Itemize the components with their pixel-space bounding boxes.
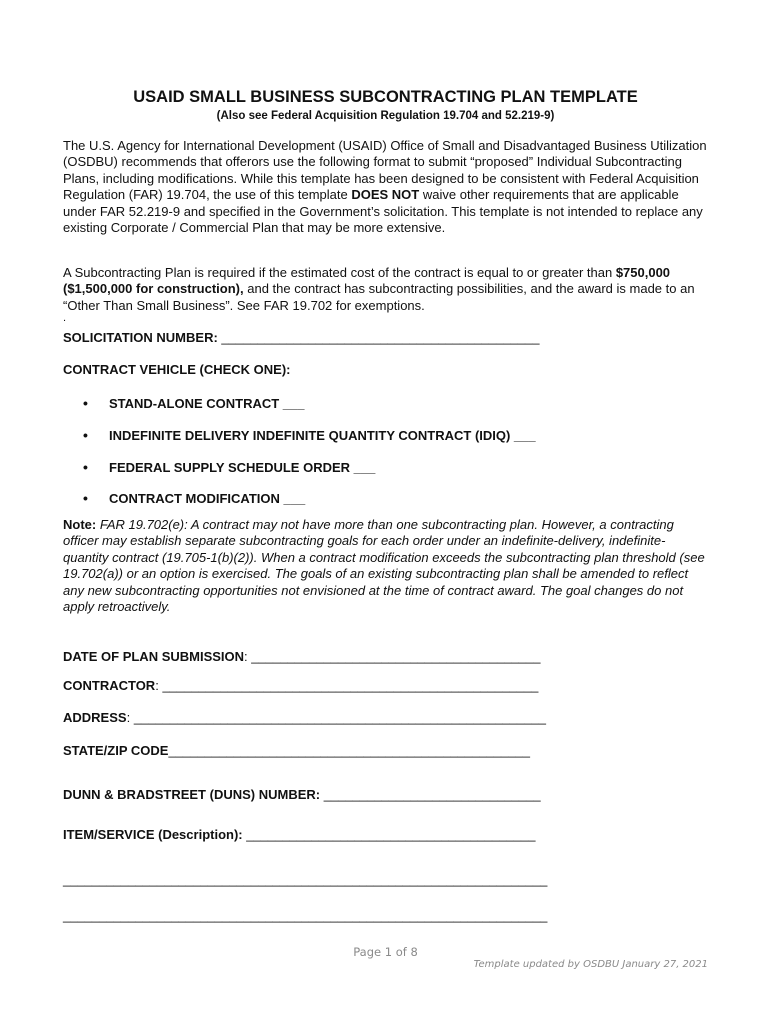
- bullet-mark: •: [83, 490, 88, 506]
- duns-number-field[interactable]: [63, 787, 541, 802]
- contract-vehicle-heading: CONTRACT VEHICLE (CHECK ONE):: [63, 362, 291, 377]
- state-zip-field[interactable]: [63, 743, 530, 758]
- contractor-blank[interactable]: ____________________________________________________: [158, 678, 539, 693]
- vehicle-option-label: INDEFINITE DELIVERY INDEFINITE QUANTITY CONTRACT (IDIQ) ___: [109, 428, 536, 443]
- address-label: ADDRESS: [63, 710, 127, 725]
- vehicle-option-idiq[interactable]: [83, 427, 536, 443]
- address-blank[interactable]: _________________________________________________________: [130, 710, 546, 725]
- note-text: FAR 19.702(e): A contract may not have more than one subcontracting plan. However, a contracting officer may establish separate subcontracting goals for each order under an indefinite-delivery, indefinite-quantity contract (19.705-1(b)(2)). When a contract modification exceeds the subcontracting plan threshold (see 19.702(a)) or an option is exercised. The goals of an existing subcontracting plan shall be amended to reflect any new subcontracting opportunities not envisioned at the time of contract award. The goal changes do not apply retroactively.: [63, 517, 705, 615]
- page-number: Page 1 of 8: [353, 945, 418, 959]
- description-line-2[interactable]: ___________________________________________________________________: [63, 908, 548, 923]
- vehicle-option-stand-alone[interactable]: [83, 395, 305, 411]
- note-paragraph: [63, 517, 708, 615]
- date-of-submission-label: DATE OF PLAN SUBMISSION: [63, 649, 245, 664]
- solicitation-number-blank[interactable]: ____________________________________________: [217, 330, 540, 345]
- state-zip-label: STATE/ZIP CODE: [63, 743, 169, 758]
- vehicle-option-label: CONTRACT MODIFICATION ___: [109, 491, 306, 506]
- solicitation-number-label: SOLICITATION NUMBER:: [63, 330, 218, 345]
- vehicle-option-fss-order[interactable]: [83, 459, 375, 475]
- duns-number-label: DUNN & BRADSTREET (DUNS) NUMBER:: [63, 787, 321, 802]
- vehicle-option-modification[interactable]: [83, 490, 305, 506]
- document-subtitle: (Also see Federal Acquisition Regulation 19.704 and 52.219-9): [216, 110, 555, 122]
- requirement-paragraph: [63, 265, 708, 314]
- vehicle-option-label: STAND-ALONE CONTRACT ___: [109, 396, 305, 411]
- item-service-blank[interactable]: ________________________________________: [242, 827, 536, 842]
- requirement-text-b: and the contract has subcontracting possibilities, and the award is made to an “Other Than Small Business”. See FAR 19.702 for exemptions.: [63, 281, 695, 313]
- item-service-field[interactable]: [63, 827, 535, 842]
- date-of-submission-field[interactable]: [63, 649, 540, 664]
- intro-text-b: waive other requirements that are applicable under FAR 52.219-9 and specified in the Government’s solicitation. This template is not intended to replace any existing Corporate / Commercial Plan that may be more extensive.: [63, 187, 703, 236]
- note-label: Note:: [63, 517, 100, 532]
- contractor-label: CONTRACTOR: [63, 678, 156, 693]
- document-title: USAID SMALL BUSINESS SUBCONTRACTING PLAN TEMPLATE: [133, 88, 638, 106]
- bullet-mark: •: [83, 427, 88, 443]
- bullet-mark: •: [83, 459, 88, 475]
- intro-paragraph: [63, 138, 708, 236]
- stray-dot: .: [63, 312, 67, 324]
- intro-emphasis: DOES NOT: [351, 187, 420, 203]
- description-line-1[interactable]: ___________________________________________________________________: [63, 872, 548, 887]
- duns-number-blank[interactable]: ______________________________: [320, 787, 541, 802]
- solicitation-number-field[interactable]: [63, 330, 540, 345]
- vehicle-option-label: FEDERAL SUPPLY SCHEDULE ORDER ___: [109, 460, 376, 475]
- requirement-text-a: A Subcontracting Plan is required if the estimated cost of the contract is equal to or greater than: [63, 265, 616, 280]
- field-colon: :: [155, 678, 159, 693]
- item-service-label: ITEM/SERVICE (Description):: [63, 827, 243, 842]
- requirement-threshold: $750,000 ($1,500,000 for construction),: [63, 265, 671, 297]
- state-zip-blank[interactable]: __________________________________________________: [168, 743, 530, 758]
- address-field[interactable]: [63, 710, 546, 725]
- template-updated-note: Template updated by OSDBU January 27, 2021: [473, 959, 708, 970]
- date-of-submission-blank[interactable]: ________________________________________: [247, 649, 541, 664]
- bullet-mark: •: [83, 395, 88, 411]
- field-colon: :: [244, 649, 248, 664]
- intro-text-a: The U.S. Agency for International Development (USAID) Office of Small and Disadvantaged Business Utilization (OSDBU) recommends that offerors use the following format to submit “proposed” Individual Subcontracting Plans, including modifications. While this template has been designed to be consistent with Federal Acquisition Regulation (FAR) 19.704, the use of this template: [63, 138, 707, 203]
- contractor-field[interactable]: [63, 678, 538, 693]
- field-colon: :: [126, 710, 131, 725]
